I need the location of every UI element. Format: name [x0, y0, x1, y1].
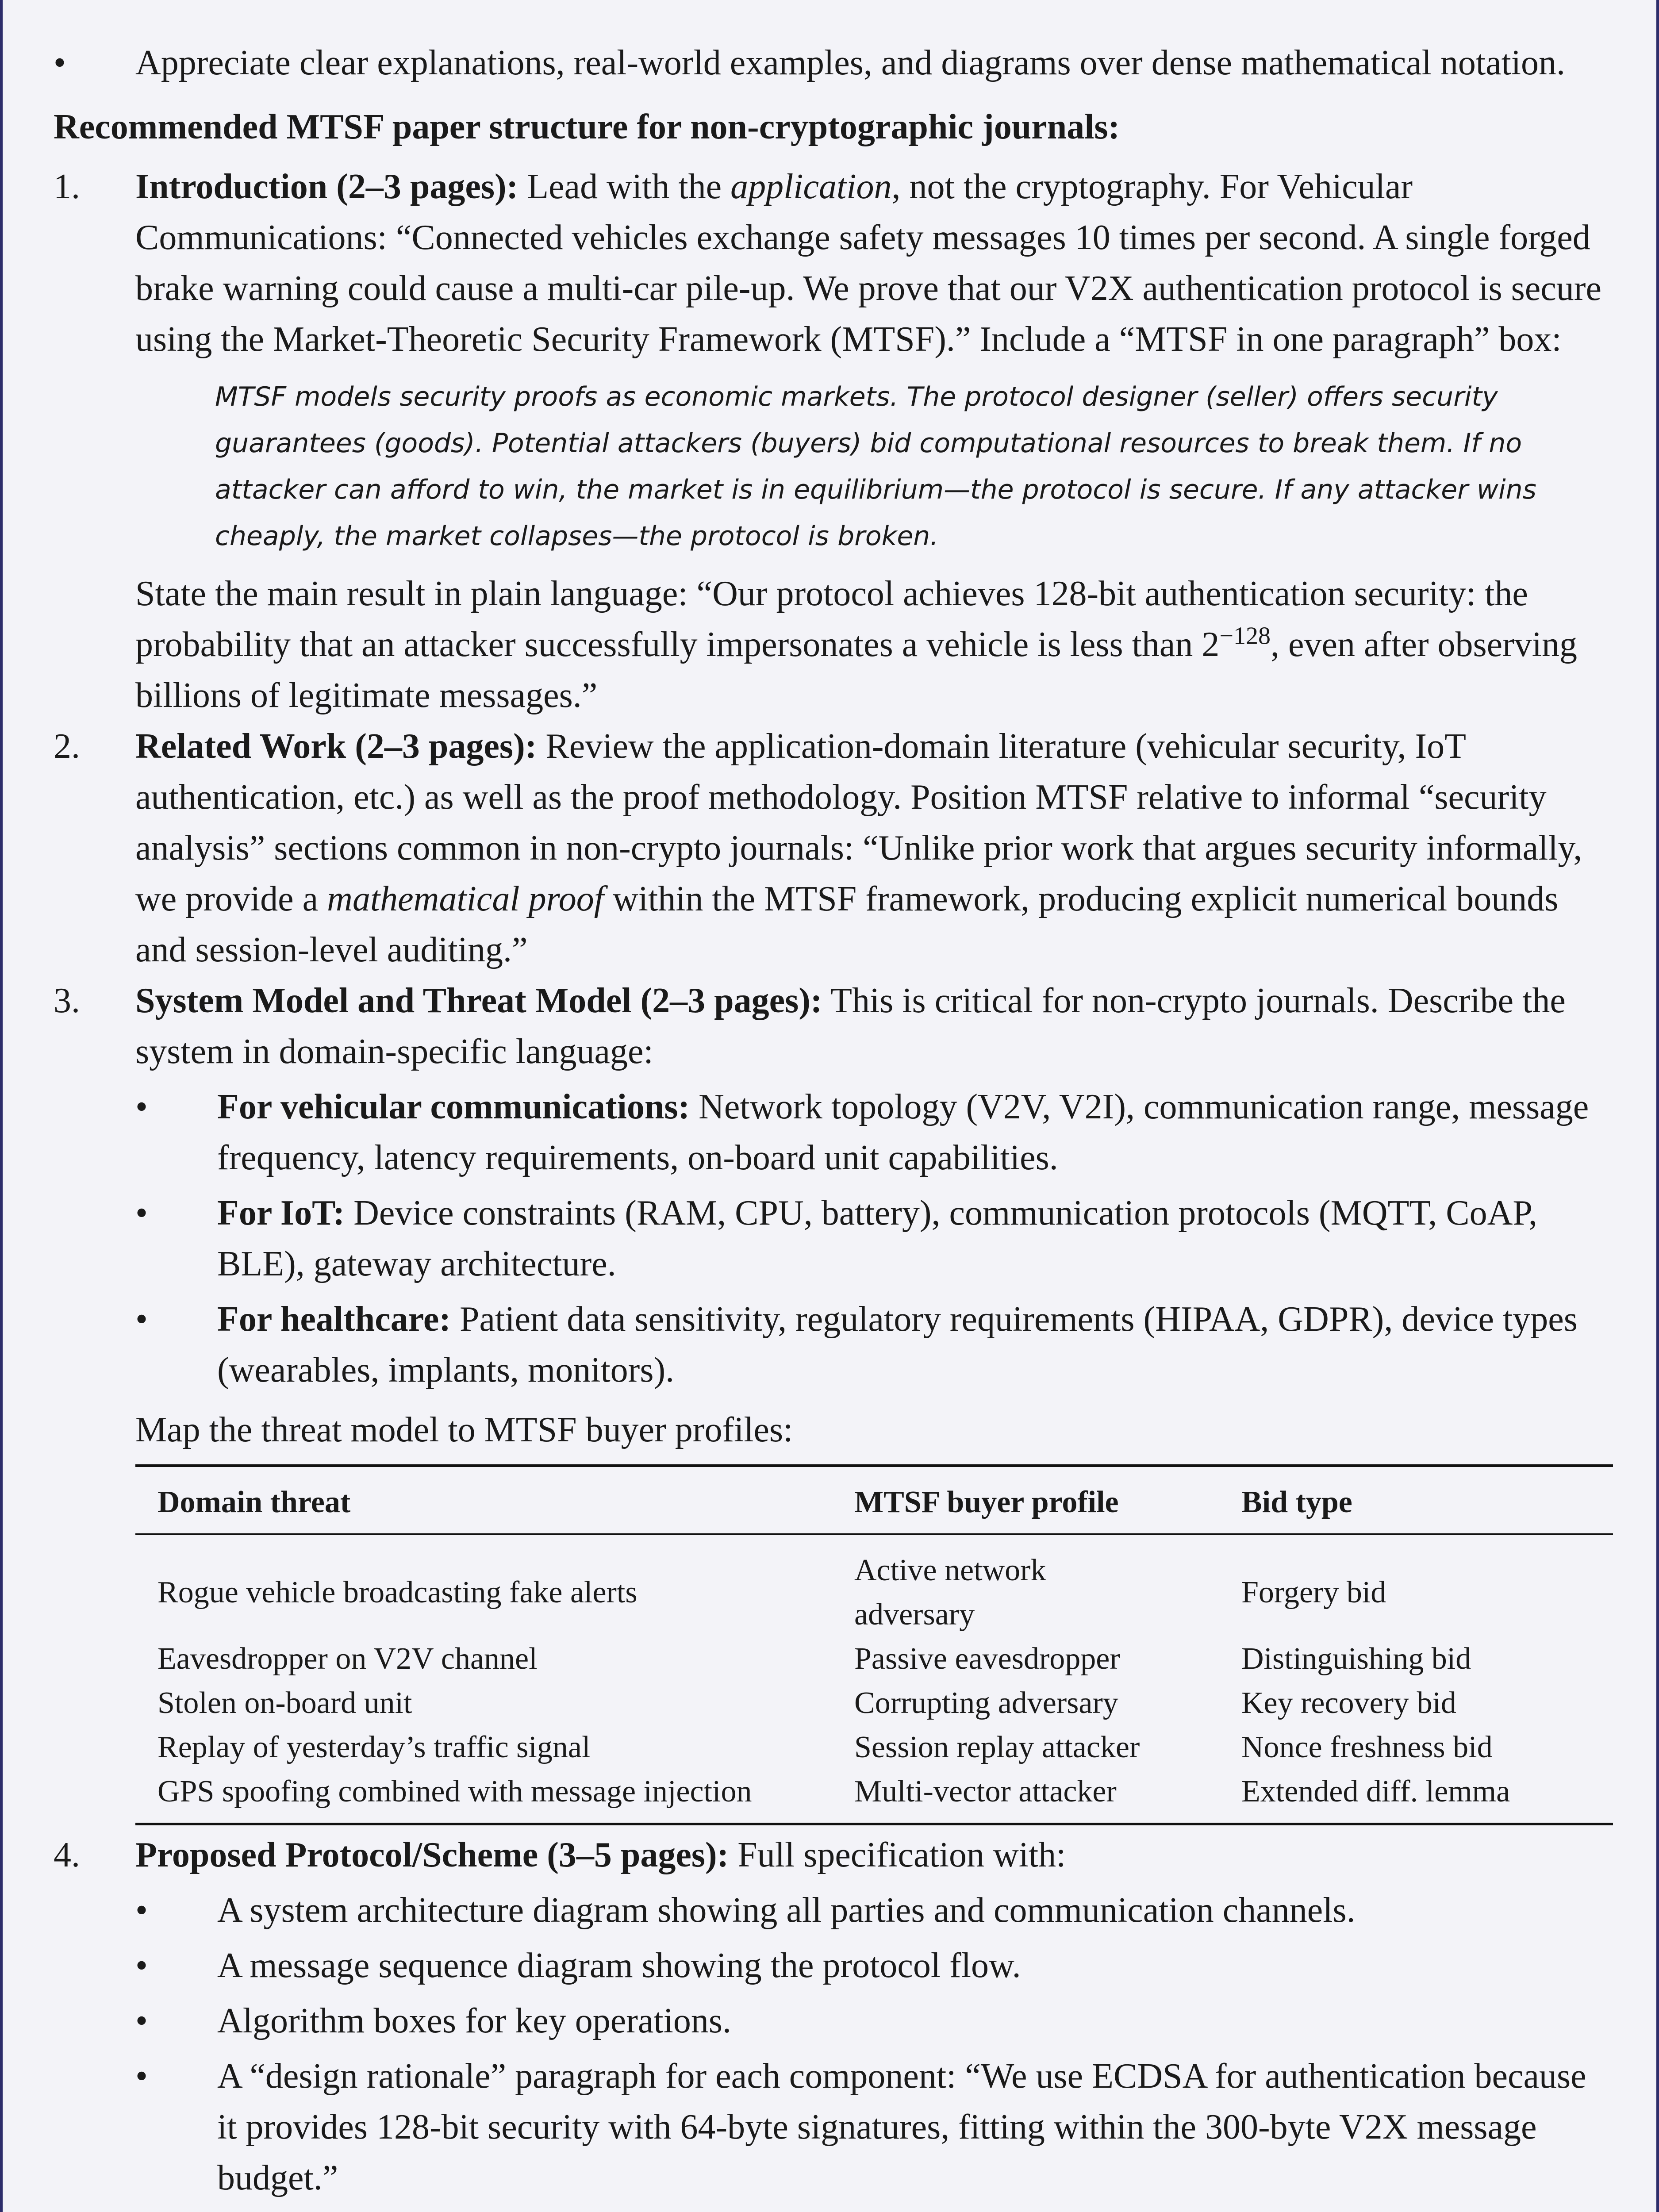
section-heading: Recommended MTSF paper structure for non-cryptographic journals: [54, 108, 1120, 146]
bullet-text: Algorithm boxes for key operations. [217, 2001, 731, 2040]
list-item-system-model [54, 975, 1613, 1825]
list-item-related-work [54, 721, 1613, 975]
item-text: within the MTSF framework, producing explicit numerical bounds and session-level auditing.” [135, 879, 1559, 969]
sub-bullet-healthcare [135, 1294, 1613, 1396]
bullet-text: Patient data sensitivity, regulatory requirements (HIPAA, GDPR), device types (wearables, implants, monitors). [217, 1300, 1578, 1390]
item-number: 3. [54, 981, 80, 1020]
table-cell: Corrupting adversary [854, 1686, 1118, 1720]
sub-bullet-vehicular [135, 1082, 1613, 1183]
item-title: Related Work (2–3 pages): [135, 727, 537, 766]
item-text: , even after observing billions of legitimate messages.” [135, 625, 1577, 715]
bullet-icon: • [135, 1946, 148, 1985]
top-bullet-text: Appreciate clear explanations, real-world examples, and diagrams over dense mathematical notation. [135, 43, 1566, 82]
item-paragraph [135, 1830, 1613, 1881]
table-cell: Passive eavesdropper [854, 1642, 1120, 1676]
item-paragraph [135, 161, 1613, 365]
item-emphasis: mathematical proof [327, 879, 604, 918]
bullet-text: Network topology (V2V, V2I), communication range, message frequency, latency requirements, on-board unit capabilities. [217, 1087, 1589, 1177]
bullet-text: A “design rationale” paragraph for each component: “We use ECDSA for authentication because it provides 128-bit security with 64-byte signatures, fitting within the 300-byte V2X message budget.” [217, 2057, 1586, 2197]
item-text: Lead with the [518, 167, 731, 206]
sub-bullet [135, 1885, 1613, 1936]
table-cell: Session replay attacker [854, 1730, 1140, 1764]
bullet-icon: • [135, 2057, 148, 2096]
bullet-lead: For vehicular communications: [217, 1087, 690, 1126]
map-threat-text: Map the threat model to MTSF buyer profiles: [135, 1410, 793, 1449]
bullet-icon: • [54, 43, 66, 82]
table-cell: Extended diff. lemma [1219, 1770, 1613, 1824]
item-number: 4. [54, 1836, 80, 1874]
table-cell: Forgery bid [1241, 1575, 1386, 1609]
bullet-icon: • [135, 2001, 148, 2040]
table-cell: Multi-vector attacker [832, 1770, 1219, 1824]
bullet-icon: • [135, 1194, 148, 1233]
threat-mapping-table [135, 1464, 1613, 1825]
sub-bullet [135, 1996, 1613, 2047]
bullet-text: A system architecture diagram showing all parties and communication channels. [217, 1891, 1356, 1930]
sub-bullet-iot [135, 1188, 1613, 1290]
list-item-introduction [54, 161, 1613, 721]
item-paragraph [135, 975, 1613, 1077]
table-cell: Key recovery bid [1241, 1686, 1456, 1720]
table-cell: Distinguishing bid [1241, 1642, 1471, 1676]
table-cell: Nonce freshness bid [1241, 1730, 1493, 1764]
table-row [135, 1725, 1613, 1770]
table-cell: Eavesdropper on V2V channel [157, 1642, 538, 1676]
bullet-icon: • [135, 1300, 148, 1339]
item-emphasis: application [730, 167, 892, 206]
top-bullet [54, 38, 1613, 88]
bullet-icon: • [135, 1087, 148, 1126]
item-paragraph [135, 721, 1613, 975]
table-cell: Stolen on-board unit [157, 1686, 412, 1720]
table-row [135, 1770, 1613, 1824]
sub-bullet [135, 2051, 1613, 2204]
bullet-icon: • [135, 1891, 148, 1930]
item-number: 1. [54, 167, 80, 206]
bullet-icon [135, 2208, 148, 2212]
main-result-paragraph [135, 568, 1613, 721]
superscript: −128 [1219, 622, 1271, 650]
bullet-text: A message sequence diagram showing the protocol flow. [217, 1946, 1021, 1985]
item-text: , not the cryptography. For Vehicular Communications: “Connected vehicles exchange safety messages 10 times per second. A single forged brake warning could cause a multi-car pile-up. We prove that our V2X authentication protocol is secure using the Market-Theoretic Security Framework (MTSF).” Include a “MTSF in one paragraph” box: [135, 167, 1601, 359]
table-header-row [135, 1466, 1613, 1534]
sub-bullet [135, 2208, 1613, 2212]
document-body [54, 38, 1613, 2212]
item-title: System Model and Threat Model (2–3 pages): [135, 981, 822, 1020]
table-row [135, 1534, 1613, 1637]
item-text: Full specification with: [729, 1836, 1066, 1874]
table-row [135, 1637, 1613, 1681]
mtsf-summary-box: MTSF models security proofs as economic markets. The protocol designer (seller) offers security guarantees (goods). Potential attackers (buyers) bid computational resources to break them. If no attacker can afford to win, the market is in equilibrium—the protocol is secure. If any attacker wins cheaply, the market collapses—the protocol is broken. [215, 381, 1536, 552]
table-cell: Rogue vehicle broadcasting fake alerts [157, 1575, 637, 1609]
table-cell: Active network adversary [854, 1553, 1046, 1632]
column-header: MTSF buyer profile [832, 1466, 1219, 1534]
table-cell: GPS spoofing combined with message injection [135, 1770, 832, 1824]
column-header: Domain threat [135, 1466, 832, 1534]
item-number: 2. [54, 727, 80, 766]
item-title: Introduction (2–3 pages): [135, 167, 518, 206]
bullet-lead: For IoT: [217, 1194, 345, 1233]
bullet-lead: For healthcare: [217, 1300, 451, 1339]
sub-bullet [135, 1940, 1613, 1991]
table-cell: Replay of yesterday’s traffic signal [157, 1730, 591, 1764]
table-row [135, 1681, 1613, 1725]
item-text: Review the application-domain literature (vehicular security, IoT authentication, etc.) as well as the proof methodology. Position MTSF relative to informal “security analysis” sections common in non-crypto journals: “Unlike prior work that argues security informally, we provide a [135, 727, 1582, 918]
item-title: Proposed Protocol/Scheme (3–5 pages): [135, 1836, 729, 1874]
column-header: Bid type [1219, 1466, 1613, 1534]
item-text: State the main result in plain language: “Our protocol achieves 128-bit authentication security: the probability that an attacker successfully impersonates a vehicle is less than 2 [135, 574, 1528, 664]
item-text: This is critical for non-crypto journals. Describe the system in domain-specific language: [135, 981, 1566, 1071]
bullet-text: Device constraints (RAM, CPU, battery), communication protocols (MQTT, CoAP, BLE), gateway architecture. [217, 1194, 1538, 1283]
list-item-proposed-protocol [54, 1830, 1613, 2212]
